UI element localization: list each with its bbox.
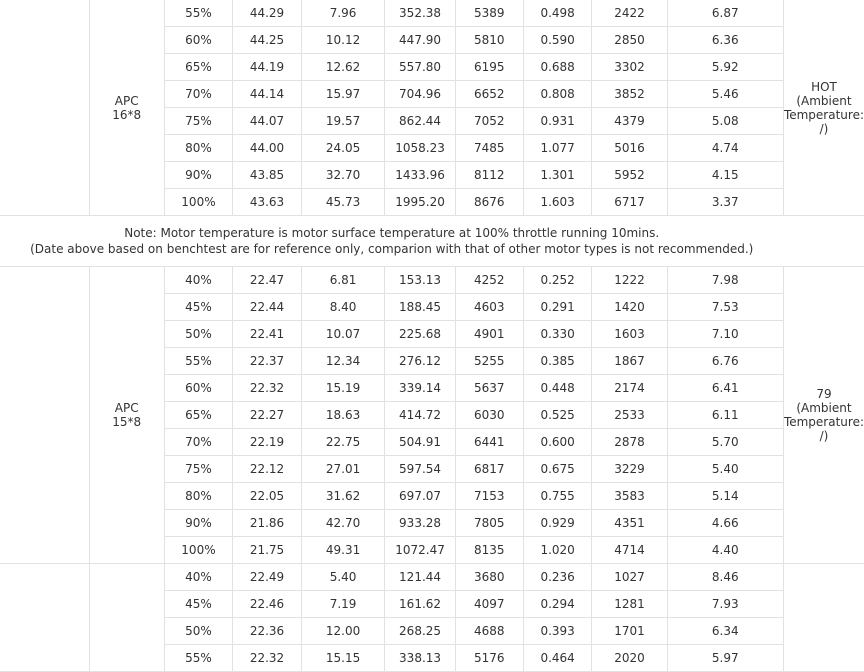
efficiency-cell: 4.40 — [667, 537, 783, 564]
thrust-cell: 4379 — [592, 108, 667, 135]
motor-cell — [0, 0, 89, 216]
throttle-cell: 90% — [164, 510, 233, 537]
voltage-cell: 22.32 — [233, 645, 302, 672]
temperature-cell — [783, 564, 864, 672]
throttle-cell: 75% — [164, 456, 233, 483]
torque-cell: 1.077 — [523, 135, 592, 162]
current-cell: 27.01 — [301, 456, 385, 483]
thrust-cell: 5016 — [592, 135, 667, 162]
torque-cell: 0.294 — [523, 591, 592, 618]
efficiency-cell: 5.14 — [667, 483, 783, 510]
current-cell: 45.73 — [301, 189, 385, 216]
efficiency-cell: 8.46 — [667, 564, 783, 591]
rpm-cell: 7485 — [455, 135, 523, 162]
current-cell: 12.62 — [301, 54, 385, 81]
efficiency-cell: 4.74 — [667, 135, 783, 162]
torque-cell: 0.291 — [523, 294, 592, 321]
torque-cell: 0.600 — [523, 429, 592, 456]
voltage-cell: 22.27 — [233, 402, 302, 429]
efficiency-cell: 7.93 — [667, 591, 783, 618]
torque-cell: 0.931 — [523, 108, 592, 135]
current-cell: 10.07 — [301, 321, 385, 348]
current-cell: 22.75 — [301, 429, 385, 456]
voltage-cell: 22.19 — [233, 429, 302, 456]
thrust-cell: 2020 — [592, 645, 667, 672]
voltage-cell: 43.63 — [233, 189, 302, 216]
voltage-cell: 22.46 — [233, 591, 302, 618]
efficiency-cell: 3.37 — [667, 189, 783, 216]
throttle-cell: 65% — [164, 54, 233, 81]
voltage-cell: 22.36 — [233, 618, 302, 645]
power-cell: 1995.20 — [385, 189, 455, 216]
torque-cell: 0.808 — [523, 81, 592, 108]
rpm-cell: 4097 — [455, 591, 523, 618]
rpm-cell: 5176 — [455, 645, 523, 672]
thrust-cell: 5952 — [592, 162, 667, 189]
throttle-cell: 100% — [164, 189, 233, 216]
thrust-cell: 1027 — [592, 564, 667, 591]
voltage-cell: 44.07 — [233, 108, 302, 135]
efficiency-cell: 5.08 — [667, 108, 783, 135]
current-cell: 12.34 — [301, 348, 385, 375]
current-cell: 19.57 — [301, 108, 385, 135]
power-cell: 153.13 — [385, 267, 455, 294]
current-cell: 24.05 — [301, 135, 385, 162]
thrust-cell: 4714 — [592, 537, 667, 564]
voltage-cell: 44.19 — [233, 54, 302, 81]
table-row — [0, 564, 864, 591]
throttle-cell: 65% — [164, 402, 233, 429]
throttle-cell: 70% — [164, 429, 233, 456]
current-cell: 10.12 — [301, 27, 385, 54]
voltage-cell: 22.32 — [233, 375, 302, 402]
rpm-cell: 5810 — [455, 27, 523, 54]
thrust-cell: 3229 — [592, 456, 667, 483]
thrust-cell: 1420 — [592, 294, 667, 321]
throttle-cell: 70% — [164, 81, 233, 108]
torque-cell: 0.252 — [523, 267, 592, 294]
rpm-cell: 6030 — [455, 402, 523, 429]
voltage-cell: 22.49 — [233, 564, 302, 591]
power-cell: 862.44 — [385, 108, 455, 135]
rpm-cell: 5389 — [455, 0, 523, 27]
torque-cell: 1.301 — [523, 162, 592, 189]
torque-cell: 0.675 — [523, 456, 592, 483]
thrust-cell: 1603 — [592, 321, 667, 348]
power-cell: 352.38 — [385, 0, 455, 27]
efficiency-cell: 6.87 — [667, 0, 783, 27]
current-cell: 8.40 — [301, 294, 385, 321]
rpm-cell: 4688 — [455, 618, 523, 645]
thrust-cell: 1867 — [592, 348, 667, 375]
current-cell: 15.97 — [301, 81, 385, 108]
current-cell: 18.63 — [301, 402, 385, 429]
thrust-cell: 2422 — [592, 0, 667, 27]
power-cell: 1058.23 — [385, 135, 455, 162]
temperature-cell: 79 (Ambient Temperature: /) — [783, 267, 864, 564]
note-disclaimer: (Date above based on benchtest are for reference only, comparion with that of other motor types is not recommended.) — [30, 242, 754, 256]
efficiency-cell: 7.53 — [667, 294, 783, 321]
power-cell: 557.80 — [385, 54, 455, 81]
current-cell: 42.70 — [301, 510, 385, 537]
rpm-cell: 5637 — [455, 375, 523, 402]
current-cell: 31.62 — [301, 483, 385, 510]
power-cell: 188.45 — [385, 294, 455, 321]
torque-cell: 0.590 — [523, 27, 592, 54]
rpm-cell: 7153 — [455, 483, 523, 510]
power-cell: 339.14 — [385, 375, 455, 402]
current-cell: 6.81 — [301, 267, 385, 294]
power-cell: 504.91 — [385, 429, 455, 456]
current-cell: 7.96 — [301, 0, 385, 27]
rpm-cell: 7052 — [455, 108, 523, 135]
prop-cell: APC 15*8 — [89, 267, 164, 564]
current-cell: 15.15 — [301, 645, 385, 672]
voltage-cell: 22.41 — [233, 321, 302, 348]
thrust-cell: 4351 — [592, 510, 667, 537]
note-text: Note: Motor temperature is motor surface temperature at 100% throttle running 10mins. — [124, 226, 660, 240]
throttle-cell: 50% — [164, 618, 233, 645]
prop-cell: APC 16*8 — [89, 0, 164, 216]
throttle-cell: 55% — [164, 348, 233, 375]
torque-cell: 0.464 — [523, 645, 592, 672]
power-cell: 704.96 — [385, 81, 455, 108]
torque-cell: 0.525 — [523, 402, 592, 429]
torque-cell: 0.498 — [523, 0, 592, 27]
power-cell: 1433.96 — [385, 162, 455, 189]
thrust-cell: 3852 — [592, 81, 667, 108]
torque-cell: 1.603 — [523, 189, 592, 216]
current-cell: 7.19 — [301, 591, 385, 618]
rpm-cell: 7805 — [455, 510, 523, 537]
rpm-cell: 6652 — [455, 81, 523, 108]
rpm-cell: 6817 — [455, 456, 523, 483]
rpm-cell: 3680 — [455, 564, 523, 591]
throttle-cell: 40% — [164, 267, 233, 294]
thrust-cell: 2174 — [592, 375, 667, 402]
current-cell: 12.00 — [301, 618, 385, 645]
efficiency-cell: 6.36 — [667, 27, 783, 54]
torque-cell: 0.448 — [523, 375, 592, 402]
throttle-cell: 60% — [164, 375, 233, 402]
power-cell: 597.54 — [385, 456, 455, 483]
voltage-cell: 21.86 — [233, 510, 302, 537]
voltage-cell: 22.12 — [233, 456, 302, 483]
table-row — [0, 0, 864, 27]
voltage-cell: 44.14 — [233, 81, 302, 108]
motor-cell — [0, 564, 89, 672]
rpm-cell: 5255 — [455, 348, 523, 375]
efficiency-cell: 6.41 — [667, 375, 783, 402]
throttle-cell: 50% — [164, 321, 233, 348]
power-cell: 225.68 — [385, 321, 455, 348]
power-cell: 338.13 — [385, 645, 455, 672]
efficiency-cell: 7.98 — [667, 267, 783, 294]
voltage-cell: 22.05 — [233, 483, 302, 510]
rpm-cell: 8112 — [455, 162, 523, 189]
efficiency-cell: 6.34 — [667, 618, 783, 645]
rpm-cell: 4252 — [455, 267, 523, 294]
power-cell: 276.12 — [385, 348, 455, 375]
temperature-cell: HOT (Ambient Temperature: /) — [783, 0, 864, 216]
efficiency-cell: 5.92 — [667, 54, 783, 81]
rpm-cell: 8135 — [455, 537, 523, 564]
voltage-cell: 44.25 — [233, 27, 302, 54]
voltage-cell: 22.37 — [233, 348, 302, 375]
current-cell: 49.31 — [301, 537, 385, 564]
rpm-cell: 4901 — [455, 321, 523, 348]
thrust-cell: 2533 — [592, 402, 667, 429]
efficiency-cell: 5.70 — [667, 429, 783, 456]
throttle-cell: 55% — [164, 645, 233, 672]
throttle-cell: 45% — [164, 591, 233, 618]
power-cell: 121.44 — [385, 564, 455, 591]
throttle-cell: 75% — [164, 108, 233, 135]
thrust-cell: 2878 — [592, 429, 667, 456]
note-row — [0, 216, 864, 267]
efficiency-cell: 4.66 — [667, 510, 783, 537]
efficiency-cell: 5.46 — [667, 81, 783, 108]
torque-cell: 0.755 — [523, 483, 592, 510]
thrust-cell: 1222 — [592, 267, 667, 294]
torque-cell: 0.330 — [523, 321, 592, 348]
prop-cell — [89, 564, 164, 672]
voltage-cell: 44.00 — [233, 135, 302, 162]
rpm-cell: 6195 — [455, 54, 523, 81]
throttle-cell: 100% — [164, 537, 233, 564]
throttle-cell: 60% — [164, 27, 233, 54]
power-cell: 268.25 — [385, 618, 455, 645]
table-row — [0, 267, 864, 294]
voltage-cell: 43.85 — [233, 162, 302, 189]
efficiency-cell: 7.10 — [667, 321, 783, 348]
torque-cell: 0.236 — [523, 564, 592, 591]
throttle-cell: 40% — [164, 564, 233, 591]
throttle-cell: 80% — [164, 483, 233, 510]
thrust-cell: 3302 — [592, 54, 667, 81]
efficiency-cell: 5.40 — [667, 456, 783, 483]
current-cell: 15.19 — [301, 375, 385, 402]
power-cell: 933.28 — [385, 510, 455, 537]
voltage-cell: 44.29 — [233, 0, 302, 27]
power-cell: 447.90 — [385, 27, 455, 54]
efficiency-cell: 6.11 — [667, 402, 783, 429]
motor-cell — [0, 267, 89, 564]
efficiency-cell: 6.76 — [667, 348, 783, 375]
throttle-cell: 90% — [164, 162, 233, 189]
power-cell: 414.72 — [385, 402, 455, 429]
note-cell — [0, 216, 783, 267]
current-cell: 5.40 — [301, 564, 385, 591]
thrust-cell: 1701 — [592, 618, 667, 645]
thrust-cell: 6717 — [592, 189, 667, 216]
power-cell: 1072.47 — [385, 537, 455, 564]
throttle-cell: 80% — [164, 135, 233, 162]
torque-cell: 1.020 — [523, 537, 592, 564]
power-cell: 161.62 — [385, 591, 455, 618]
voltage-cell: 22.47 — [233, 267, 302, 294]
thrust-cell: 2850 — [592, 27, 667, 54]
throttle-cell: 45% — [164, 294, 233, 321]
voltage-cell: 22.44 — [233, 294, 302, 321]
efficiency-cell: 4.15 — [667, 162, 783, 189]
rpm-cell: 6441 — [455, 429, 523, 456]
voltage-cell: 21.75 — [233, 537, 302, 564]
thrust-cell: 3583 — [592, 483, 667, 510]
rpm-cell: 8676 — [455, 189, 523, 216]
torque-cell: 0.688 — [523, 54, 592, 81]
torque-cell: 0.385 — [523, 348, 592, 375]
thrust-cell: 1281 — [592, 591, 667, 618]
rpm-cell: 4603 — [455, 294, 523, 321]
throttle-cell: 55% — [164, 0, 233, 27]
power-cell: 697.07 — [385, 483, 455, 510]
current-cell: 32.70 — [301, 162, 385, 189]
torque-cell: 0.393 — [523, 618, 592, 645]
efficiency-cell: 5.97 — [667, 645, 783, 672]
torque-cell: 0.929 — [523, 510, 592, 537]
